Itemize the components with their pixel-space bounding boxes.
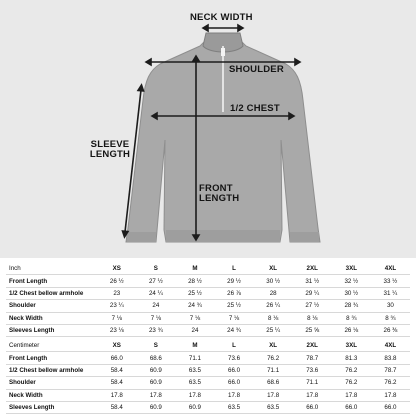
table-cell: 73.6 [293, 364, 332, 376]
table-cell: 76.2 [371, 377, 410, 389]
table-cell: 66.0 [371, 401, 410, 413]
row-label: Neck Width [6, 312, 97, 324]
table-cell: 66.0 [97, 352, 136, 364]
sleeve-length-label: SLEEVE LENGTH [89, 139, 131, 160]
table-cell: 28 ¾ [332, 300, 371, 312]
table-cell: 27 ½ [136, 275, 175, 287]
table-cell: 24 ¾ [215, 324, 254, 336]
table-row [6, 300, 410, 312]
size-header: 2XL [293, 340, 332, 352]
table-header-row [6, 340, 410, 352]
table-cell: 17.8 [254, 389, 293, 401]
size-header: S [136, 263, 175, 275]
table-cell: 31 ¼ [371, 287, 410, 299]
table-cell: 24 [136, 300, 175, 312]
table-row [6, 389, 410, 401]
table-cell: 66.0 [215, 377, 254, 389]
centimeter-size-table-section [0, 340, 416, 414]
sleeve-length-arrowhead-top [138, 85, 144, 91]
inch-size-table-section [0, 263, 416, 337]
table-cell: 63.5 [254, 401, 293, 413]
table-cell: 78.7 [293, 352, 332, 364]
table-cell: 17.8 [215, 389, 254, 401]
table-header-row [6, 263, 410, 275]
zipper-pull [221, 48, 225, 56]
row-label: Shoulder [6, 377, 97, 389]
table-row [6, 324, 410, 336]
size-header: M [175, 340, 214, 352]
neck-width-arrowhead-right [238, 25, 243, 31]
left-cuff [127, 232, 156, 242]
table-cell: 30 [371, 300, 410, 312]
table-cell: 25 ½ [175, 287, 214, 299]
unit-header: Inch [6, 263, 97, 275]
table-cell: 26 ⅞ [215, 287, 254, 299]
table-cell: 7 ⅛ [175, 312, 214, 324]
table-cell: 60.9 [136, 401, 175, 413]
table-cell: 23 ¾ [136, 324, 175, 336]
unit-header: Centimeter [6, 340, 97, 352]
table-cell: 17.8 [293, 389, 332, 401]
shoulder-label: SHOULDER [229, 64, 284, 75]
table-cell: 8 ⅛ [293, 312, 332, 324]
table-cell: 71.1 [254, 364, 293, 376]
table-cell: 27 ½ [293, 300, 332, 312]
table-cell: 71.1 [293, 377, 332, 389]
size-header: 3XL [332, 340, 371, 352]
shoulder-arrowhead-left [146, 59, 151, 65]
size-header: XS [97, 340, 136, 352]
table-cell: 63.5 [175, 377, 214, 389]
table-cell: 26 ⅛ [332, 324, 371, 336]
size-header: XL [254, 263, 293, 275]
size-header: XL [254, 340, 293, 352]
table-cell: 76.2 [254, 352, 293, 364]
table-cell: 71.1 [175, 352, 214, 364]
half-chest-label: 1/2 CHEST [230, 103, 280, 114]
table-cell: 83.8 [371, 352, 410, 364]
table-row [6, 401, 410, 413]
row-label: Sleeves Length [6, 324, 97, 336]
table-cell: 76.2 [332, 377, 371, 389]
table-row [6, 377, 410, 389]
table-cell: 24 ¼ [136, 287, 175, 299]
size-header: 4XL [371, 340, 410, 352]
row-label: Front Length [6, 352, 97, 364]
right-cuff [290, 232, 319, 242]
table-cell: 8 ¾ [332, 312, 371, 324]
row-label: Neck Width [6, 389, 97, 401]
front-length-label: FRONT LENGTH [199, 183, 240, 204]
size-header: L [215, 340, 254, 352]
table-cell: 23 [97, 287, 136, 299]
shoulder-arrowhead-right [295, 59, 300, 65]
table-cell: 66.0 [332, 401, 371, 413]
table-cell: 58.4 [97, 377, 136, 389]
size-header: 3XL [332, 263, 371, 275]
table-cell: 73.6 [215, 352, 254, 364]
neck-width-label: NECK WIDTH [190, 12, 253, 23]
table-cell: 29 ½ [215, 275, 254, 287]
neck-width-arrowhead-left [203, 25, 208, 31]
table-cell: 58.4 [97, 364, 136, 376]
table-cell: 81.3 [332, 352, 371, 364]
table-cell: 68.6 [136, 352, 175, 364]
table-cell: 17.8 [332, 389, 371, 401]
table-cell: 8 ⅛ [254, 312, 293, 324]
table-cell: 26 ⅜ [371, 324, 410, 336]
table-cell: 28 [254, 287, 293, 299]
row-label: Front Length [6, 275, 97, 287]
table-cell: 30 ½ [254, 275, 293, 287]
table-row [6, 275, 410, 287]
table-cell: 30 ½ [332, 287, 371, 299]
table-cell: 31 ½ [293, 275, 332, 287]
table-cell: 17.8 [371, 389, 410, 401]
table-row [6, 352, 410, 364]
size-header: 2XL [293, 263, 332, 275]
size-header: 4XL [371, 263, 410, 275]
table-cell: 25 ¼ [254, 324, 293, 336]
row-label: Shoulder [6, 300, 97, 312]
table-cell: 68.6 [254, 377, 293, 389]
size-header: S [136, 340, 175, 352]
table-cell: 33 ½ [371, 275, 410, 287]
table-cell: 66.0 [215, 364, 254, 376]
table-cell: 7 ⅛ [97, 312, 136, 324]
row-label: 1/2 Chest bellow armhole [6, 287, 97, 299]
inch-size-table [6, 263, 410, 337]
table-cell: 24 [175, 324, 214, 336]
table-row [6, 364, 410, 376]
table-cell: 23 ⅛ [97, 324, 136, 336]
table-cell: 66.0 [293, 401, 332, 413]
table-cell: 7 ⅛ [215, 312, 254, 324]
table-cell: 76.2 [332, 364, 371, 376]
table-row [6, 312, 410, 324]
table-cell: 63.5 [215, 401, 254, 413]
table-cell: 26 ½ [97, 275, 136, 287]
row-label: 1/2 Chest bellow armhole [6, 364, 97, 376]
centimeter-size-table [6, 340, 410, 414]
table-cell: 8 ¾ [371, 312, 410, 324]
table-cell: 24 ¾ [175, 300, 214, 312]
table-cell: 32 ½ [332, 275, 371, 287]
table-cell: 25 ½ [215, 300, 254, 312]
size-header: M [175, 263, 214, 275]
table-cell: 28 ½ [175, 275, 214, 287]
table-cell: 7 ⅛ [136, 312, 175, 324]
table-cell: 29 ¼ [293, 287, 332, 299]
table-cell: 63.5 [175, 364, 214, 376]
table-cell: 17.8 [175, 389, 214, 401]
table-cell: 23 ¼ [97, 300, 136, 312]
table-cell: 60.9 [136, 364, 175, 376]
table-cell: 17.8 [97, 389, 136, 401]
table-cell: 60.9 [136, 377, 175, 389]
table-cell: 26 ¼ [254, 300, 293, 312]
row-label: Sleeves Length [6, 401, 97, 413]
table-cell: 25 ⅝ [293, 324, 332, 336]
hem-band [166, 230, 280, 242]
table-cell: 78.7 [371, 364, 410, 376]
table-cell: 58.4 [97, 401, 136, 413]
table-row [6, 287, 410, 299]
size-header: L [215, 263, 254, 275]
table-cell: 60.9 [175, 401, 214, 413]
table-cell: 17.8 [136, 389, 175, 401]
size-header: XS [97, 263, 136, 275]
